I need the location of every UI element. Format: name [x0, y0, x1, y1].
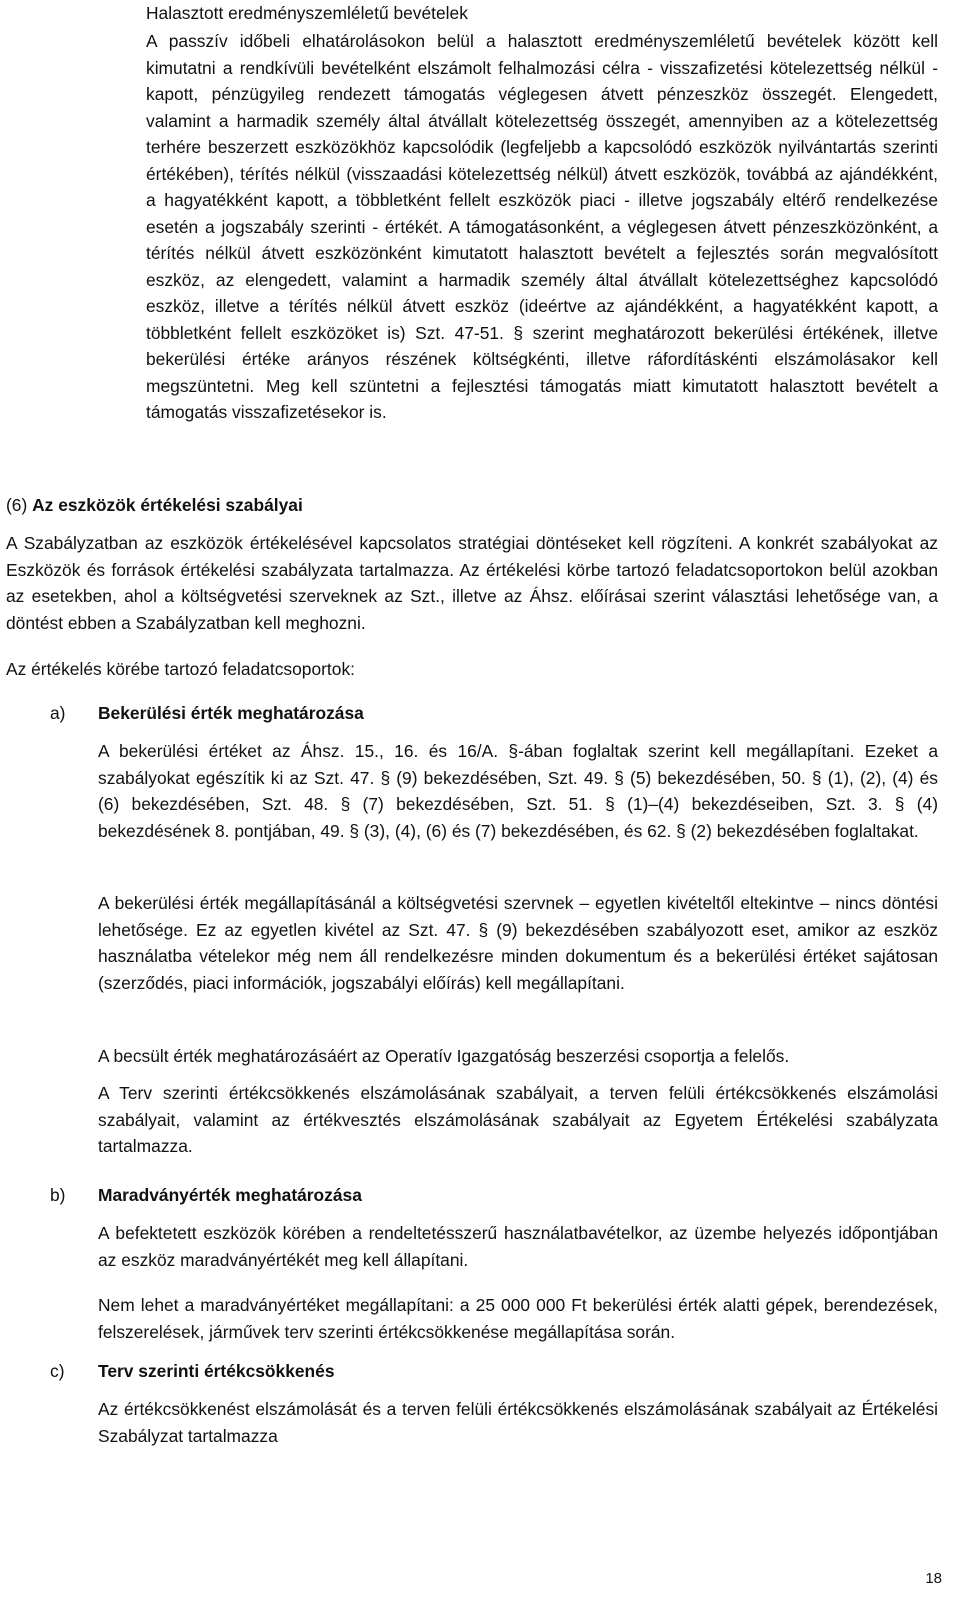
section-6-paragraph-2: Az értékelés körébe tartozó feladatcsoportok:: [6, 659, 355, 679]
item-c-title: Terv szerinti értékcsökkenés: [98, 1361, 335, 1381]
item-b-paragraph-2: Nem lehet a maradványértéket megállapítani: a 25 000 000 Ft bekerülési érték alatti gépek, berendezések, felszerelések, járművek terv szerinti értékcsökkenése megállapítása során.: [98, 1295, 938, 1342]
item-a-paragraph-3: A becsült érték meghatározásáért az Operatív Igazgatóság beszerzési csoportja a felelős.: [98, 1046, 790, 1066]
section-number: (6): [6, 495, 28, 515]
item-b-label: b): [50, 1185, 66, 1205]
item-a-paragraph-1: A bekerülési értéket az Áhsz. 15., 16. és 16/A. §-ában foglaltak szerint kell megállapítani. Ezeket a szabályokat egészítik ki az Szt. 47. § (9) bekezdésében, Szt. 49. § (5) bekezdésében, 50. § (1), (2), (4) és (6) bekezdésében, Szt. 48. § (7) bekezdésében, Szt. 51. § (1)–(4) bekezdéseiben, Szt. 3. § (4) bekezdésének 8. pontjában, 49. § (3), (4), (6) és (7) bekezdésében, és 62. § (2) bekezdésében foglaltakat.: [98, 741, 938, 841]
section-6-heading: [6, 492, 303, 519]
intro-paragraph: A passzív időbeli elhatárolásokon belül a halasztott eredményszemléletű bevételek között kell kimutatni a rendkívüli bevételként elszámolt felhalmozási célra - visszafizetési kötelezettség nélkül - kapott, pénzügyileg rendezett támogatás véglegesen átvett pénzeszköz összegét. Elengedett, valamint a harmadik személy által átvállalt kötelezettség összegét, amennyiben az a kötelezettség terhére beszerzett eszközökhöz kapcsolódik (legfeljebb a kapcsolódó eszközök nyilvántartás szerinti értékében), térítés nélkül (visszaadási kötelezettség nélkül) átvett eszközök, továbbá az ajándékként, a hagyatékként kapott, a többletként fellelt eszközök piaci - illetve jogszabály eltérő rendelkezése esetén a jogszabály szerinti - értékét. A támogatásonként, a véglegesen átvett pénzeszközönként, a térítés nélkül átvett eszközönként kimutatott halasztott bevételt a fejlesztés során megvalósított eszköz, az elengedett, valamint a harmadik személy által átvállalt kötelezettséghez kapcsolódó eszköz, illetve a térítés nélkül átvett eszköz (ideértve az ajándékként, a hagyatékként kapott, a többletként fellelt eszközöket is) Szt. 47-51. § szerint meghatározott bekerülési értékének, illetve bekerülési értéke arányos részének költségkénti, illetve ráfordításkénti elszámolásakor kell megszüntetni. Meg kell szüntetni a fejlesztési támogatás miatt kimutatott halasztott bevételt a támogatás visszafizetésekor is.: [146, 31, 938, 422]
item-c-paragraph-1: Az értékcsökkenést elszámolását és a terven felüli értékcsökkenés elszámolásának szabályait az Értékelési Szabályzat tartalmazza: [98, 1399, 938, 1446]
item-a-label: a): [50, 703, 66, 723]
section-6-paragraph-1: A Szabályzatban az eszközök értékelésével kapcsolatos stratégiai döntéseket kell rögzíteni. A konkrét szabályokat az Eszközök és források értékelési szabályzata tartalmazza. Az értékelési körbe tartozó feladatcsoportokon belül azokban az esetekben, ahol a költségvetési szerveknek az Szt., illetve az Áhsz. előírásai szerint választási lehetősége van, a döntést ebben a Szabályzatban kell meghozni.: [6, 533, 938, 633]
item-a-paragraph-2: A bekerülési érték megállapításánál a költségvetési szervnek – egyetlen kivételtől eltekintve – nincs döntési lehetősége. Ez az egyetlen kivétel az Szt. 47. § (9) bekezdésében szabályozott eset, amikor az eszköz használatba vételekor még nem áll rendelkezésre minden dokumentum és a bekerülési értéket sajátosan (szerződés, piaci információk, jogszabályi előírás) kell megállapítani.: [98, 893, 938, 993]
item-a-paragraph-4: A Terv szerinti értékcsökkenés elszámolásának szabályait, a terven felüli értékcsökkenés elszámolási szabályait, valamint az értékvesztés elszámolásának szabályait az Egyetem Értékelési szabályzata tartalmazza.: [98, 1083, 938, 1156]
item-b-paragraph-1: A befektetett eszközök körében a rendeltetésszerű használatbavételkor, az üzembe helyezés időpontjában az eszköz maradványértékét meg kell állapítani.: [98, 1223, 938, 1270]
section-title: Az eszközök értékelési szabályai: [32, 495, 303, 515]
item-a-title: Bekerülési érték meghatározása: [98, 703, 364, 723]
item-b-title: Maradványérték meghatározása: [98, 1185, 362, 1205]
section-subtitle: Halasztott eredményszemléletű bevételek: [146, 3, 468, 23]
page-number: 18: [925, 1570, 942, 1587]
item-c-label: c): [50, 1361, 65, 1381]
